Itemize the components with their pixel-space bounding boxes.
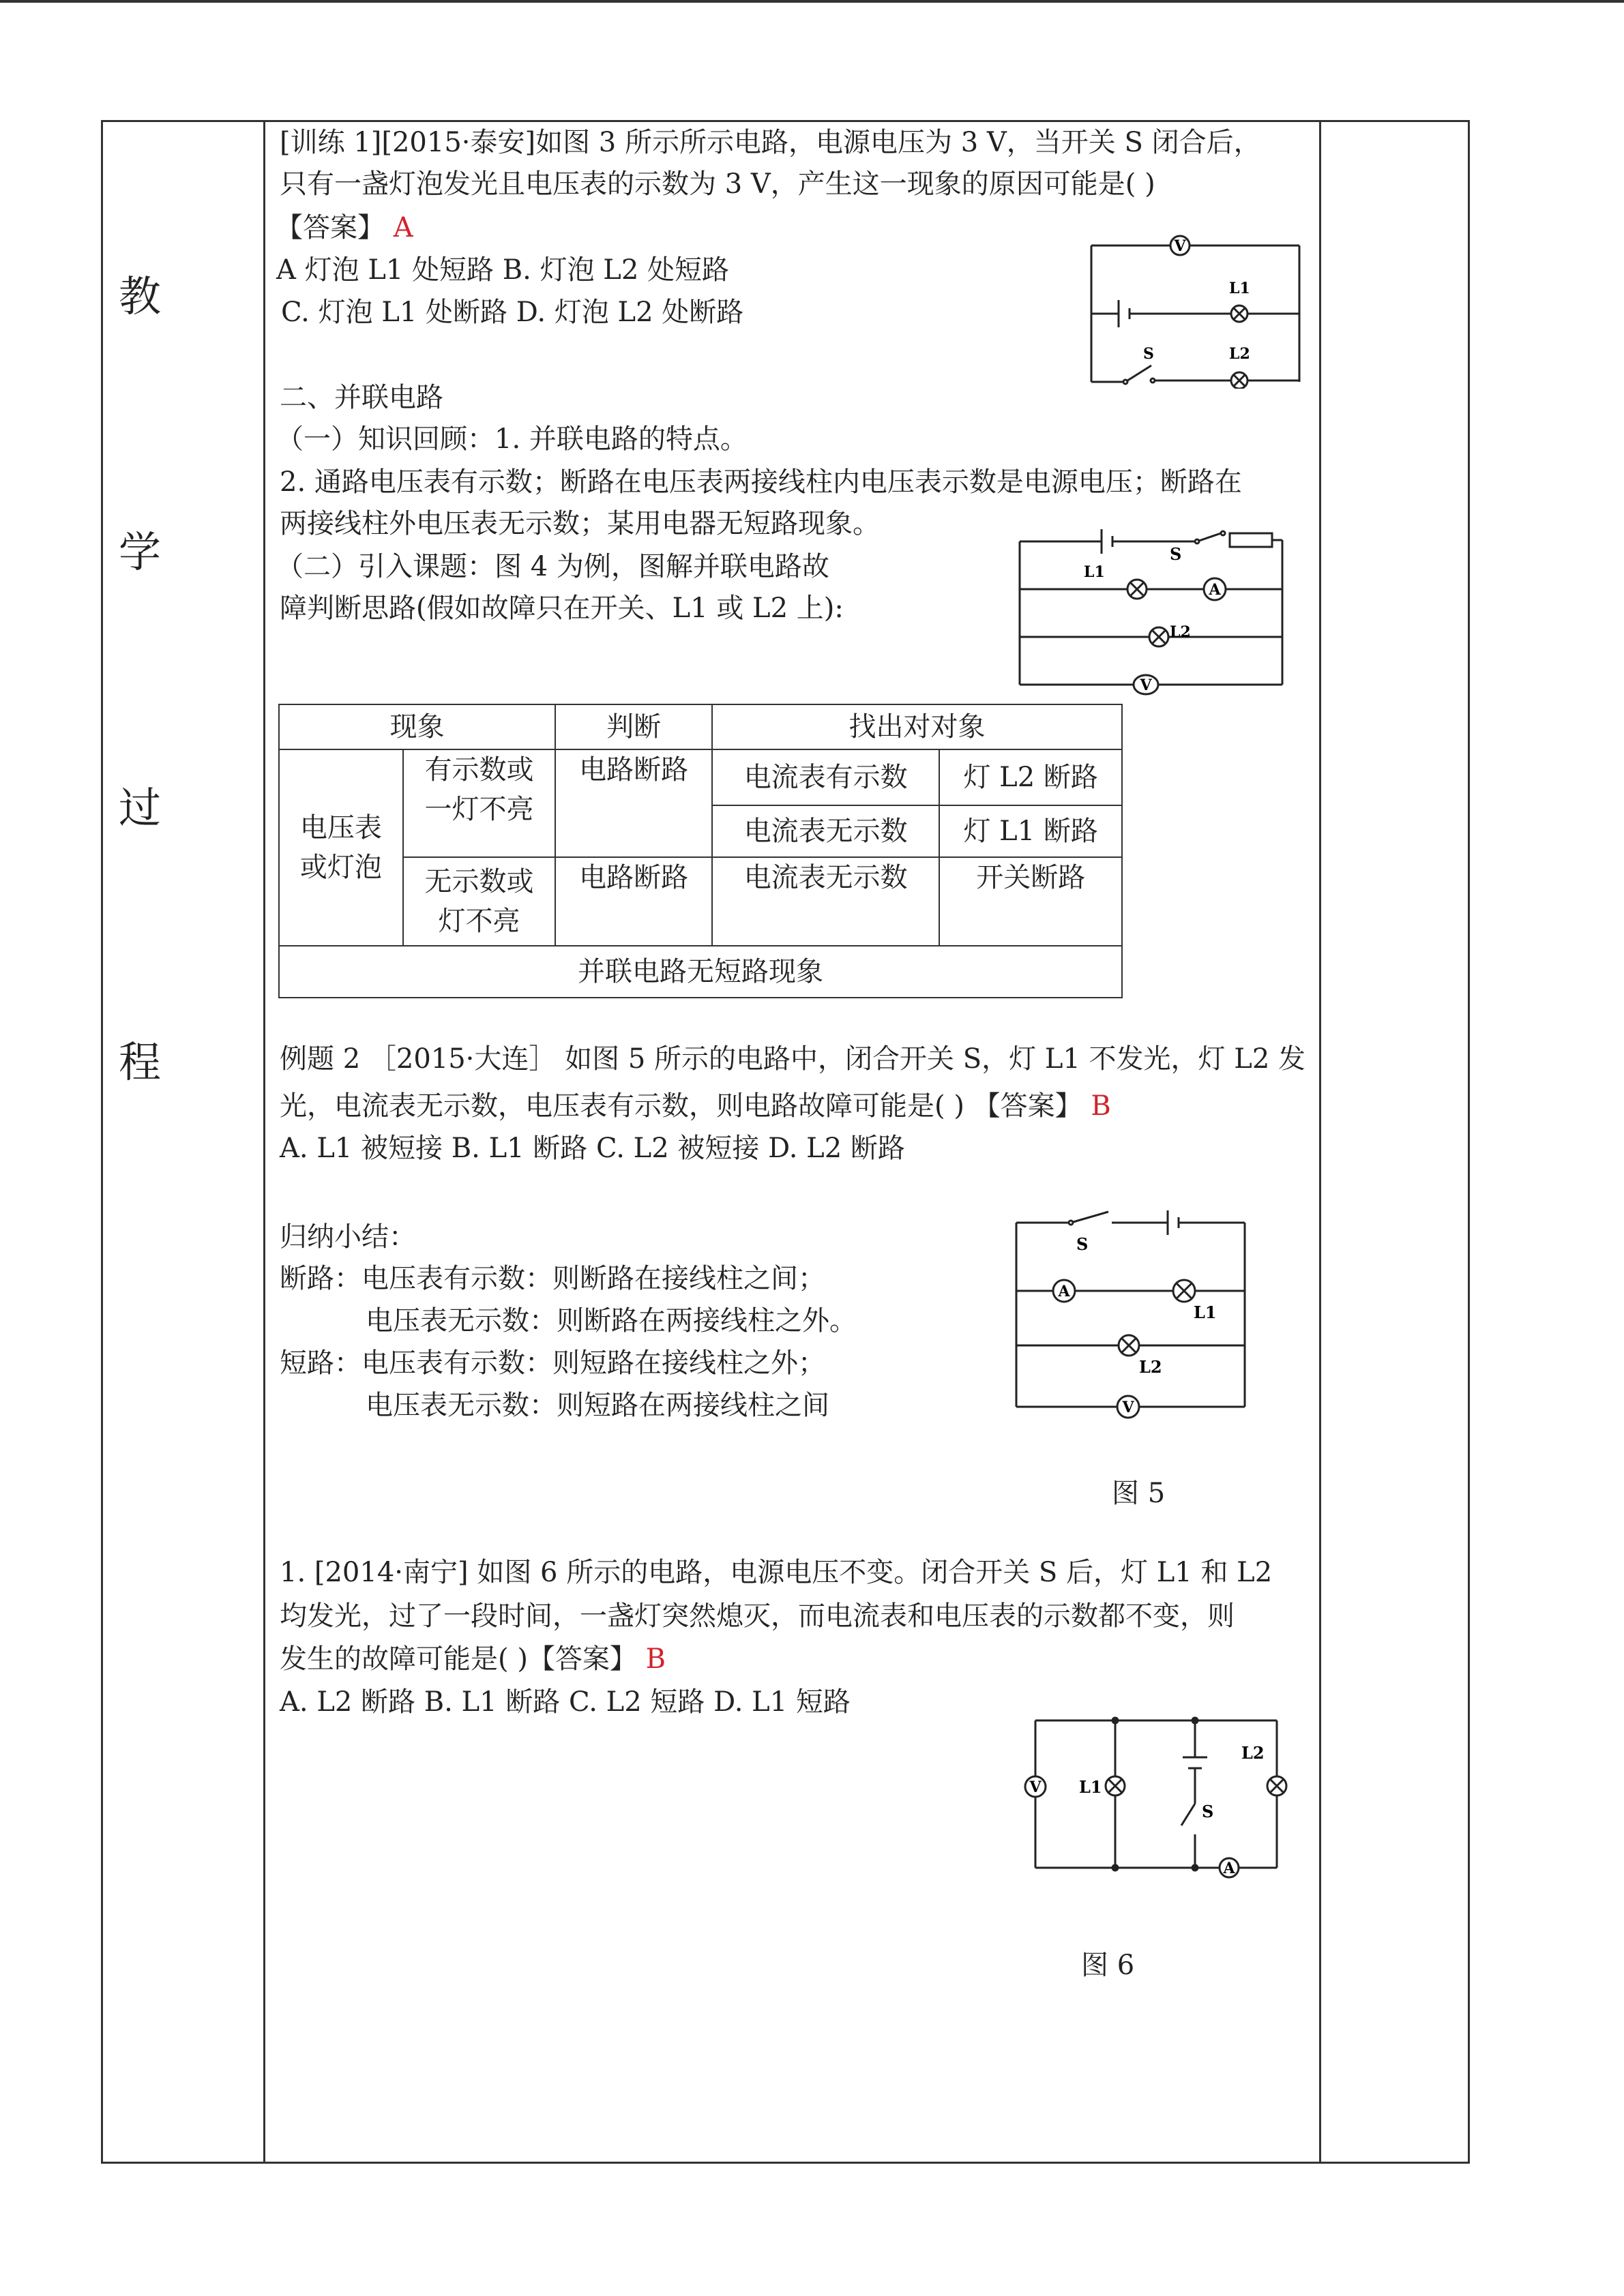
figure-3-circuit	[1084, 225, 1310, 389]
question1-answer-value: B	[645, 1643, 666, 1675]
figure-5-caption: 图 5	[1112, 1478, 1166, 1509]
section2-point2-line1: 2. 通路电压表有示数；断路在电压表两接线柱内电压表示数是电源电压；断路在	[280, 466, 1242, 498]
example2-line2	[280, 1086, 1111, 1127]
training1-options-2: C. 灯泡 L1 处断路 D. 灯泡 L2 处断路	[281, 297, 744, 328]
row1-sub2-result: 灯 L1 断路	[939, 805, 1122, 857]
side-char-1: 教	[118, 271, 161, 321]
row1-sub1-meter: 电流表有示数	[712, 749, 939, 805]
row2-judgment: 电路断路	[555, 857, 712, 946]
fig6-lamp2-label: L2	[1241, 1743, 1265, 1763]
figure-6-circuit	[1009, 1708, 1303, 1899]
figure-5-circuit	[1009, 1209, 1255, 1427]
answer-value: A	[393, 212, 413, 243]
training1-answer	[276, 207, 413, 249]
training1-options-1: A 灯泡 L1 处短路 B. 灯泡 L2 处短路	[276, 254, 730, 286]
fig5-switch-label: S	[1076, 1234, 1089, 1254]
section2-point2-line2: 两接线柱外电压表无示数；某用电器无短路现象。	[280, 508, 880, 539]
fig5-ammeter-label: A	[1058, 1283, 1070, 1300]
section2-title: 二、并联电路	[280, 382, 443, 413]
summary-line1: 断路：电压表有示数：则断路在接线柱之间；	[280, 1263, 825, 1294]
example2-line2-text: 光，电流表无示数，电压表有示数，则电路故障可能是( ) 【答案】	[280, 1090, 1082, 1122]
table-footer: 并联电路无短路现象	[279, 946, 1122, 998]
group-label-line1: 电压表	[299, 812, 382, 844]
group-label-line2: 或灯泡	[299, 852, 382, 883]
fig3-switch-label: S	[1143, 345, 1154, 363]
section2-intro-line2: 障判断思路(假如故障只在开关、L1 或 L2 上):	[280, 593, 844, 624]
row1-sub1-result: 灯 L2 断路	[939, 749, 1122, 805]
fig6-ammeter-label: A	[1223, 1860, 1235, 1877]
row2-result: 开关断路	[939, 857, 1122, 946]
question1-line3	[280, 1639, 666, 1680]
summary-title: 归纳小结：	[280, 1221, 416, 1253]
fig4-switch-label: S	[1170, 544, 1182, 564]
header-find: 找出对对象	[712, 704, 1122, 749]
fig4-voltmeter-label: V	[1140, 676, 1152, 694]
fig5-voltmeter-label: V	[1122, 1399, 1134, 1416]
figure-6-caption: 图 6	[1081, 1950, 1135, 1981]
training1-line1: [训练 1][2015·泰安]如图 3 所示所示电路，电源电压为 3 V，当开关 S 闭合后，	[280, 127, 1261, 158]
question1-options: A. L2 断路 B. L1 断路 C. L2 短路 D. L1 短路	[280, 1686, 851, 1718]
question1-line2: 均发光，过了一段时间，一盏灯突然熄灭，而电流表和电压表的示数都不变，则	[280, 1600, 1235, 1632]
side-char-4: 程	[118, 1037, 161, 1087]
row2-condition-line1: 无示数或	[424, 866, 534, 897]
row2-condition	[403, 857, 556, 946]
fig6-voltmeter-label: V	[1029, 1778, 1042, 1796]
fig4-lamp2-label: L2	[1170, 623, 1191, 641]
section2-review: （一）知识回顾：1. 并联电路的特点。	[276, 423, 748, 455]
fig3-voltmeter-label: V	[1174, 237, 1186, 255]
row1-judgment: 电路断路	[555, 749, 712, 857]
example2-answer-value: B	[1091, 1090, 1111, 1122]
example2-line1: 例题 2 ［2015·大连］ 如图 5 所示的电路中，闭合开关 S，灯 L1 不发光，灯 L2 发	[280, 1043, 1305, 1075]
question1-line1: 1. [2014·南宁] 如图 6 所示的电路，电源电压不变。闭合开关 S 后，灯 L1 和 L2	[280, 1557, 1273, 1588]
row1-condition	[403, 749, 556, 857]
side-char-2: 学	[118, 527, 161, 577]
column-divider-right	[1319, 120, 1321, 2164]
summary-line4: 电压表无示数：则短路在两接线柱之间	[366, 1390, 829, 1421]
fig6-lamp1-label: L1	[1079, 1777, 1102, 1797]
fig5-lamp1-label: L1	[1194, 1302, 1217, 1322]
fig6-switch-label: S	[1202, 1802, 1214, 1821]
row2-condition-line2: 灯不亮	[438, 906, 520, 937]
column-divider-left	[263, 120, 265, 2164]
question1-line3-text: 发生的故障可能是( )【答案】	[280, 1643, 637, 1675]
fig3-lamp1-label: L1	[1229, 280, 1250, 297]
fig5-lamp2-label: L2	[1139, 1357, 1162, 1377]
summary-line2: 电压表无示数：则断路在两接线柱之外。	[366, 1305, 857, 1337]
figure-4-circuit	[1013, 524, 1293, 702]
header-judgment: 判断	[555, 704, 712, 749]
fig3-lamp2-label: L2	[1229, 345, 1250, 363]
training1-line2: 只有一盏灯泡发光且电压表的示数为 3 V，产生这一现象的原因可能是( )	[280, 168, 1155, 200]
summary-line3: 短路：电压表有示数：则短路在接线柱之外；	[280, 1347, 825, 1379]
header-phenomenon: 现象	[279, 704, 555, 749]
group-label	[279, 749, 403, 946]
section2-intro-line1: （二）引入课题：图 4 为例，图解并联电路故	[276, 551, 829, 582]
row1-sub2-meter: 电流表无示数	[712, 805, 939, 857]
fig4-ammeter-label: A	[1209, 581, 1221, 599]
fig4-lamp1-label: L1	[1084, 563, 1105, 581]
fault-judgment-table	[278, 704, 1123, 998]
row1-condition-line1: 有示数或	[424, 754, 534, 786]
side-char-3: 过	[118, 783, 161, 833]
row1-condition-line2: 一灯不亮	[424, 794, 534, 825]
page-top-border	[0, 0, 1624, 3]
row2-meter: 电流表无示数	[712, 857, 939, 946]
answer-label: 【答案】	[276, 212, 385, 243]
example2-options: A. L1 被短接 B. L1 断路 C. L2 被短接 D. L2 断路	[280, 1133, 905, 1164]
